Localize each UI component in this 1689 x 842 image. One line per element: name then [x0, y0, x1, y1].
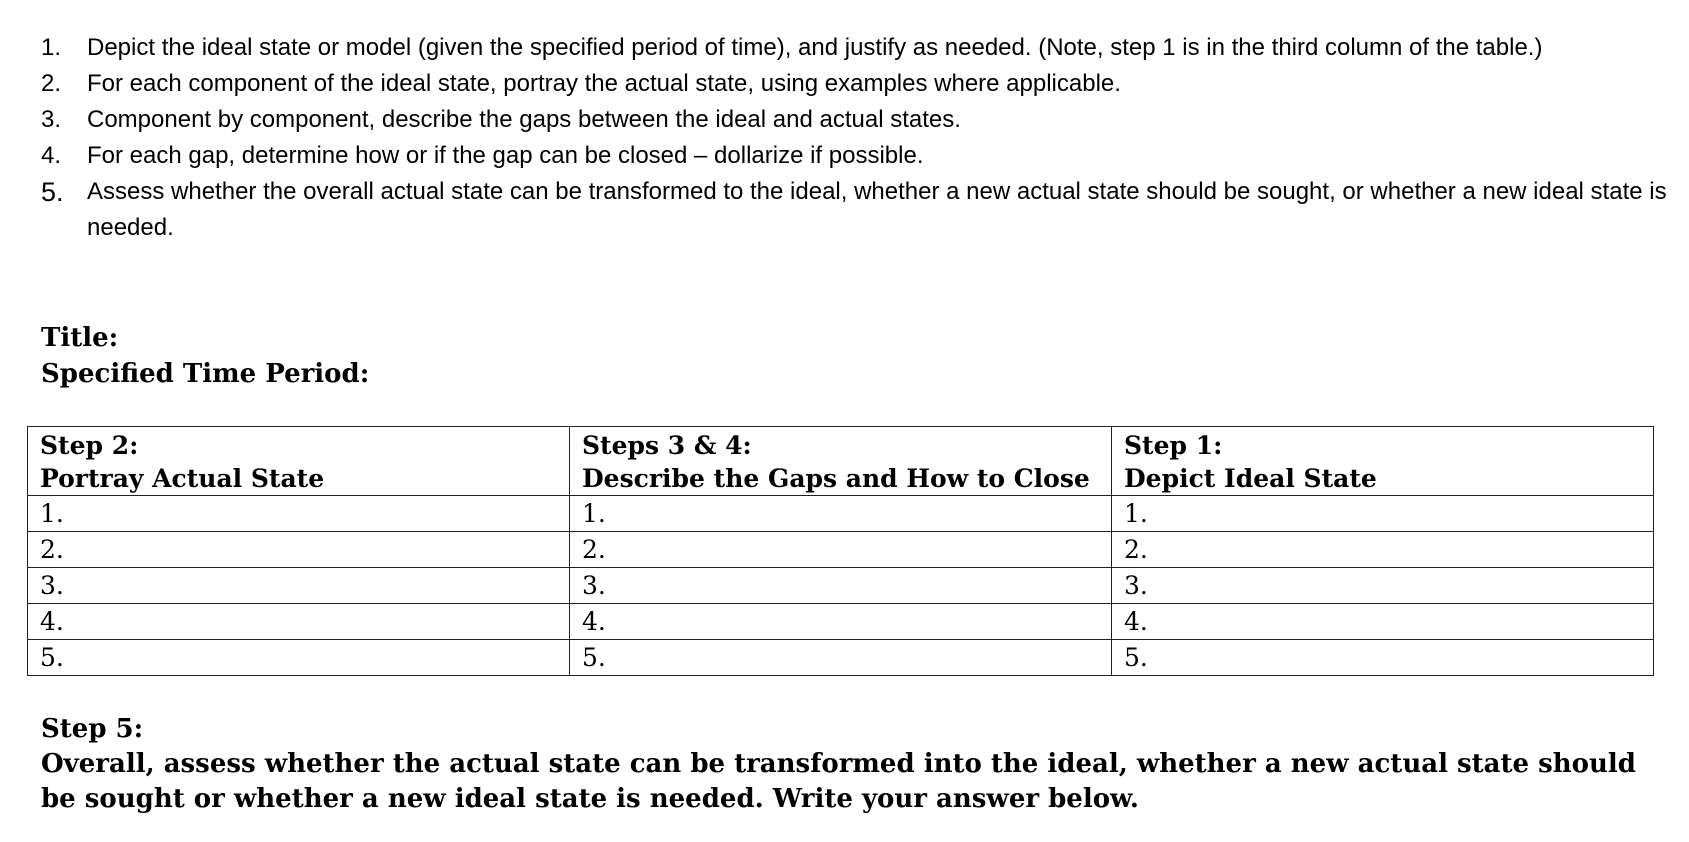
step5-text: Overall, assess whether the actual state can be transformed into the ideal, whether a new actual state should be sought or whether a new ideal state is needed. Write your answer below. — [41, 749, 1636, 814]
column-heading: Describe the Gaps and How to Close — [582, 464, 1090, 493]
instruction-item — [41, 66, 1671, 102]
table-row — [28, 604, 1654, 640]
table-cell[interactable]: 1. — [570, 496, 1112, 532]
column-heading: Portray Actual State — [40, 464, 325, 493]
instruction-text: Assess whether the overall actual state can be transformed to the ideal, whether a new actual state should be sought, or whether a new ideal state is needed. — [87, 178, 1667, 241]
instructions-list — [41, 30, 1671, 246]
table-cell[interactable]: 1. — [1112, 496, 1654, 532]
table-cell[interactable]: 4. — [1112, 604, 1654, 640]
instruction-number: 2. — [41, 70, 62, 97]
instruction-text: Component by component, describe the gaps between the ideal and actual states. — [87, 106, 961, 133]
column-heading: Depict Ideal State — [1124, 464, 1377, 493]
table-cell[interactable]: 3. — [570, 568, 1112, 604]
step5-label: Step 5: — [41, 714, 144, 744]
column-header-actual-state — [28, 427, 570, 496]
instruction-text: For each component of the ideal state, portray the actual state, using examples where applicable. — [87, 70, 1121, 97]
table-row — [28, 568, 1654, 604]
table-cell[interactable]: 5. — [570, 640, 1112, 676]
table-cell[interactable]: 3. — [28, 568, 570, 604]
table-cell[interactable]: 3. — [1112, 568, 1654, 604]
table-cell[interactable]: 5. — [1112, 640, 1654, 676]
time-period-label: Specified Time Period: — [41, 359, 370, 389]
step5-block — [41, 712, 1651, 817]
table-cell[interactable]: 5. — [28, 640, 570, 676]
column-step-label: Steps 3 & 4: — [582, 431, 752, 460]
table-cell[interactable]: 2. — [570, 532, 1112, 568]
column-header-ideal-state — [1112, 427, 1654, 496]
instruction-number: 4. — [41, 142, 62, 169]
title-block — [41, 320, 369, 392]
table-cell[interactable]: 2. — [1112, 532, 1654, 568]
table-header-row — [28, 427, 1654, 496]
table-cell[interactable]: 1. — [28, 496, 570, 532]
table-cell[interactable]: 4. — [28, 604, 570, 640]
column-step-label: Step 2: — [40, 431, 139, 460]
instruction-item — [41, 138, 1671, 174]
instruction-text: For each gap, determine how or if the gap can be closed – dollarize if possible. — [87, 142, 924, 169]
gap-analysis-table — [27, 426, 1654, 676]
instruction-number: 5. — [41, 177, 64, 207]
title-label: Title: — [41, 323, 119, 353]
table-cell[interactable]: 4. — [570, 604, 1112, 640]
table-row — [28, 532, 1654, 568]
table-cell[interactable]: 2. — [28, 532, 570, 568]
table-row — [28, 640, 1654, 676]
instruction-item — [41, 174, 1671, 246]
instruction-text: Depict the ideal state or model (given the specified period of time), and justify as needed. (Note, step 1 is in the third column of the table.) — [87, 34, 1543, 61]
instruction-item — [41, 30, 1671, 66]
column-header-gaps — [570, 427, 1112, 496]
instruction-item — [41, 102, 1671, 138]
instruction-number: 3. — [41, 106, 62, 133]
instruction-number: 1. — [41, 34, 62, 61]
column-step-label: Step 1: — [1124, 431, 1223, 460]
table-row — [28, 496, 1654, 532]
